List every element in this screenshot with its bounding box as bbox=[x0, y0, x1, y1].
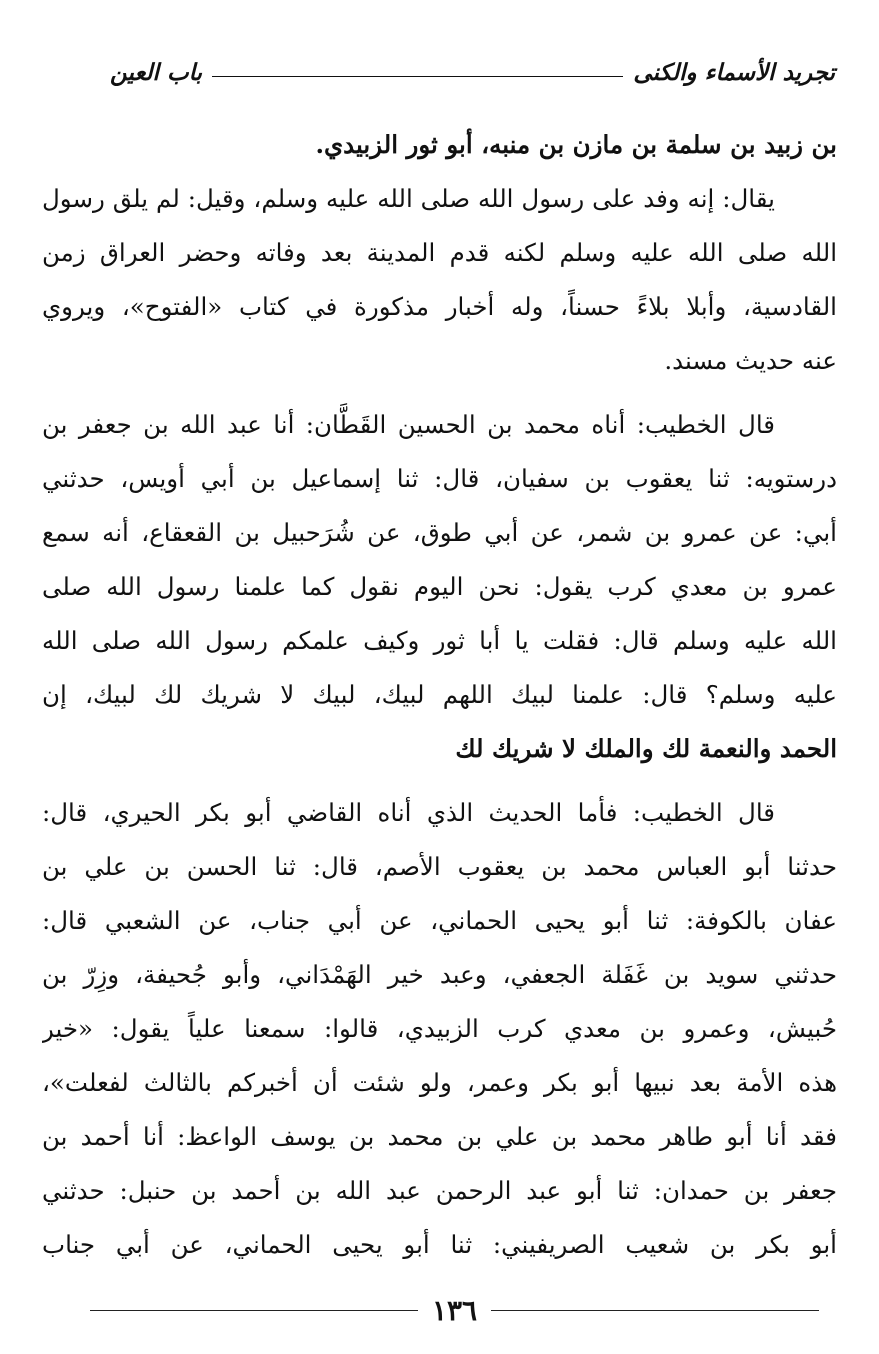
book-title: تجريد الأسماء والكنى bbox=[633, 58, 835, 86]
paragraph-gap bbox=[42, 776, 837, 786]
text-line: جعفر بن حمدان: ثنا أبو عبد الرحمن عبد الله بن أحمد بن حنبل: حدثني bbox=[42, 1176, 837, 1205]
text-line: قال الخطيب: فأما الحديث الذي أناه القاضي أبو بكر الحيري، قال: bbox=[42, 798, 775, 827]
text-line: أبو بكر بن شعيب الصريفيني: ثنا أبو يحيى الحماني، عن أبي جناب bbox=[42, 1230, 837, 1259]
text-line: حدثني سويد بن غَفَلة الجعفي، وعبد خير الهَمْدَاني، وأبو جُحيفة، وزِرّ بن bbox=[42, 960, 837, 989]
text-line: درستويه: ثنا يعقوب بن سفيان، قال: ثنا إسماعيل بن أبي أويس، حدثني bbox=[42, 464, 837, 493]
text-line: الله صلى الله عليه وسلم لكنه قدم المدينة بعد وفاته وحضر العراق زمن bbox=[42, 238, 837, 267]
text-line: عمرو بن معدي كرب يقول: نحن اليوم نقول كما علمنا رسول الله صلى bbox=[42, 572, 837, 601]
text-line: بن زبيد بن سلمة بن مازن بن منبه، أبو ثور الزبيدي. bbox=[315, 130, 837, 159]
footer-rule-right bbox=[491, 1310, 819, 1311]
header-rule bbox=[212, 76, 623, 77]
page-number: ١٣٦ bbox=[431, 1293, 478, 1327]
page-footer bbox=[90, 1290, 819, 1330]
text-line: عفان بالكوفة: ثنا أبو يحيى الحماني، عن أبي جناب، عن الشعبي قال: bbox=[42, 906, 837, 935]
page-body bbox=[42, 118, 837, 1272]
footer-rule-left bbox=[90, 1310, 418, 1311]
text-line: أبي: عن عمرو بن شمر، عن أبي طوق، عن شُرَحبيل بن القعقاع، أنه سمع bbox=[42, 518, 837, 547]
text-line: القادسية، وأبلا بلاءً حسناً، وله أخبار مذكورة في كتاب «الفتوح»، ويروي bbox=[42, 292, 837, 321]
text-line: يقال: إنه وفد على رسول الله صلى الله عليه وسلم، وقيل: لم يلق رسول bbox=[42, 184, 775, 213]
text-line: عنه حديث مسند. bbox=[664, 346, 837, 375]
text-line: هذه الأمة بعد نبيها أبو بكر وعمر، ولو شئت أن أخبركم بالثالث لفعلت»، bbox=[42, 1068, 837, 1097]
text-line: حُبيش، وعمرو بن معدي كرب الزبيدي، قالوا: سمعنا علياً يقول: «خير bbox=[42, 1014, 837, 1043]
text-line: فقد أنا أبو طاهر محمد بن علي بن محمد بن يوسف الواعظ: أنا أحمد بن bbox=[42, 1122, 837, 1151]
text-line: الله عليه وسلم قال: فقلت يا أبا ثور وكيف علمكم رسول الله صلى الله bbox=[42, 626, 837, 655]
running-header bbox=[110, 52, 835, 92]
paragraph-gap bbox=[42, 388, 837, 398]
text-line: عليه وسلم؟ قال: علمنا لبيك اللهم لبيك، لبيك لا شريك لك لبيك، إن bbox=[42, 680, 837, 709]
chapter-title: باب العين bbox=[110, 58, 203, 86]
text-line: الحمد والنعمة لك والملك لا شريك لك bbox=[455, 734, 837, 763]
text-line: حدثنا أبو العباس محمد بن يعقوب الأصم، قال: ثنا الحسن بن علي بن bbox=[42, 852, 837, 881]
text-line: قال الخطيب: أناه محمد بن الحسين القَطَّان: أنا عبد الله بن جعفر بن bbox=[42, 410, 775, 439]
